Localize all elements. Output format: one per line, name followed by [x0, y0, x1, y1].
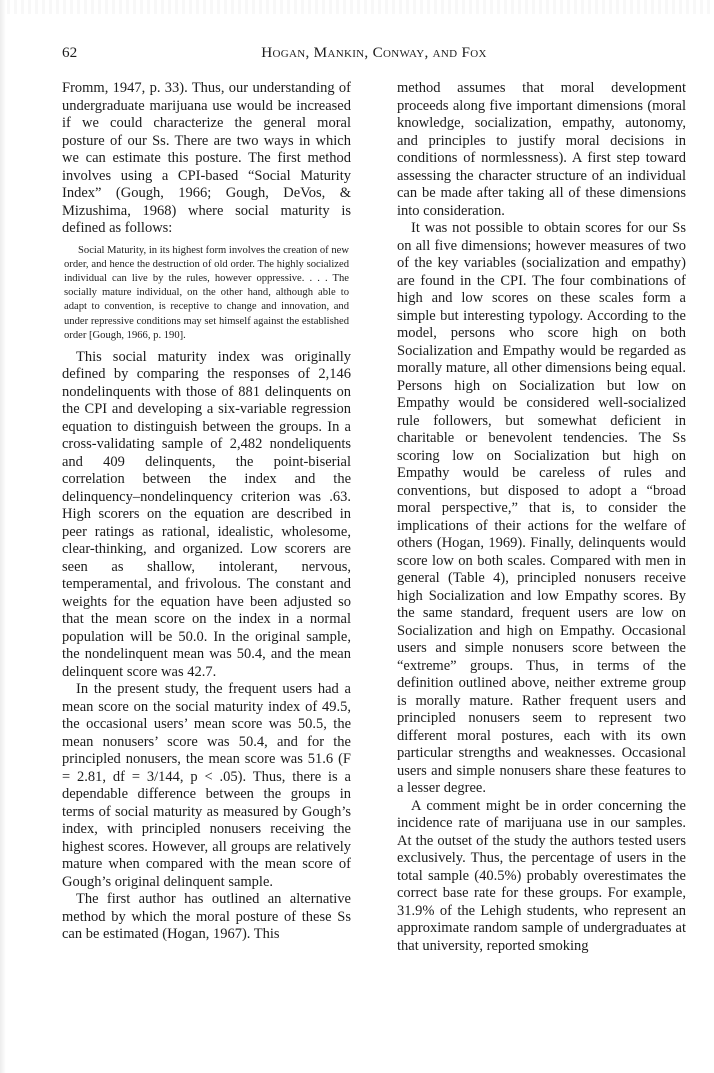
- left-column: [62, 80, 351, 944]
- scan-edge-shadow: [0, 0, 6, 1073]
- paragraph: This social maturity index was originally defined by comparing the responses of 2,146 nondelinquents with those of 881 delinquents on the CPI and developing a six-variable regression equation to distinguish between the groups. In a cross-validating sample of 2,482 nondeliquents and 409 delinquents, the point-biserial correlation between the index and the delinquency–nondelinquency criterion was .63. High scorers on the equation are described in peer ratings as rational, idealistic, wholesome, clear-thinking, and organized. Low scorers are seen as shallow, intolerant, nervous, temperamental, and frivolous. The constant and weights for the equation have been adjusted so that the mean score on the index in a normal population will be 50.0. In the original sample, the nondelinquent mean was 50.4, and the mean delinquent score was 42.7.: [62, 348, 351, 680]
- right-column: [397, 80, 686, 955]
- paragraph: method assumes that moral development proceeds along five important dimensions (moral knowledge, socialization, empathy, autonomy, and principles to justify moral decisions in conditions of normlessness). A first step toward assessing the character structure of an individual can be made after taking all of these dimensions into consideration.: [397, 80, 686, 219]
- page-header: [62, 44, 686, 64]
- paragraph: In the present study, the frequent users had a mean score on the social maturity index of 49.5, the occasional users’ mean score was 50.5, the mean nonusers’ score was 50.4, and for the principled nonusers, the mean score was 51.6 (F = 2.81, df = 3/144, p < .05). Thus, there is a dependable difference between the groups in terms of social maturity as measured by Gough’s index, with principled nonusers receiving the highest scores. However, all groups are relatively mature when compared with the mean score of Gough’s original delinquent sample.: [62, 681, 351, 890]
- paragraph: Fromm, 1947, p. 33). Thus, our understanding of undergraduate marijuana use would be increased if we could characterize the general moral posture of our Ss. There are two ways in which we can estimate this posture. The first method involves using a CPI-based “Social Maturity Index” (Gough, 1966; Gough, DeVos, & Mizushima, 1968) where social maturity is defined as follows:: [62, 80, 351, 236]
- paragraph: The first author has outlined an alternative method by which the moral posture of these Ss can be estimated (Hogan, 1967). This: [62, 891, 351, 943]
- page-number: 62: [62, 44, 78, 61]
- running-title: Hogan, Mankin, Conway, and Fox: [261, 44, 487, 61]
- paragraph: A comment might be in order concerning the incidence rate of marijuana use in our samples. At the outset of the study the authors tested users exclusively. Thus, the percentage of users in the total sample (40.5%) probably overestimates the correct base rate for these groups. For example, 31.9% of the Lehigh students, who represent an approximate random sample of undergraduates at that university, reported smoking: [397, 797, 686, 954]
- scan-artifact: [0, 0, 714, 14]
- block-quote: Social Maturity, in its highest form involves the creation of new order, and hence the destruction of old order. The highly socialized individual can live by the rules, however oppressive. . . . The socially mature individual, on the other hand, although able to adapt to convention, is receptive to change and innovation, and under repressive conditions may set himself against the established order [Gough, 1966, p. 190].: [64, 244, 349, 341]
- paragraph: It was not possible to obtain scores for our Ss on all five dimensions; however measures of two of the key variables (socialization and empathy) are found in the CPI. The four combinations of high and low scores on these scales form a simple but interesting typology. According to the model, persons who score high on both Socialization and Empathy would be regarded as morally mature, all other dimensions being equal. Persons high on Socialization but low on Empathy would be considered well-socialized rule followers, but somewhat deficient in charitable or benevolent tendencies. The Ss scoring low on Socialization but high on Empathy would be careless of rules and conventions, but disposed to adopt a “broad moral perspective,” that is, to consider the implications of their actions for the welfare of others (Hogan, 1969). Finally, delinquents would score low on both scales. Compared with men in general (Table 4), principled nonusers receive high Socialization and low Empathy scores. By the same standard, frequent users are low on Socialization and high on Empathy. Occasional users and simple nonusers score between the “extreme” groups. Thus, in terms of the definition outlined above, neither extreme group is morally mature. Rather frequent users and principled nonusers seem to represent two different moral postures, each with its own particular strengths and weaknesses. Occasional users and simple nonusers share these features to a lesser degree.: [397, 220, 686, 796]
